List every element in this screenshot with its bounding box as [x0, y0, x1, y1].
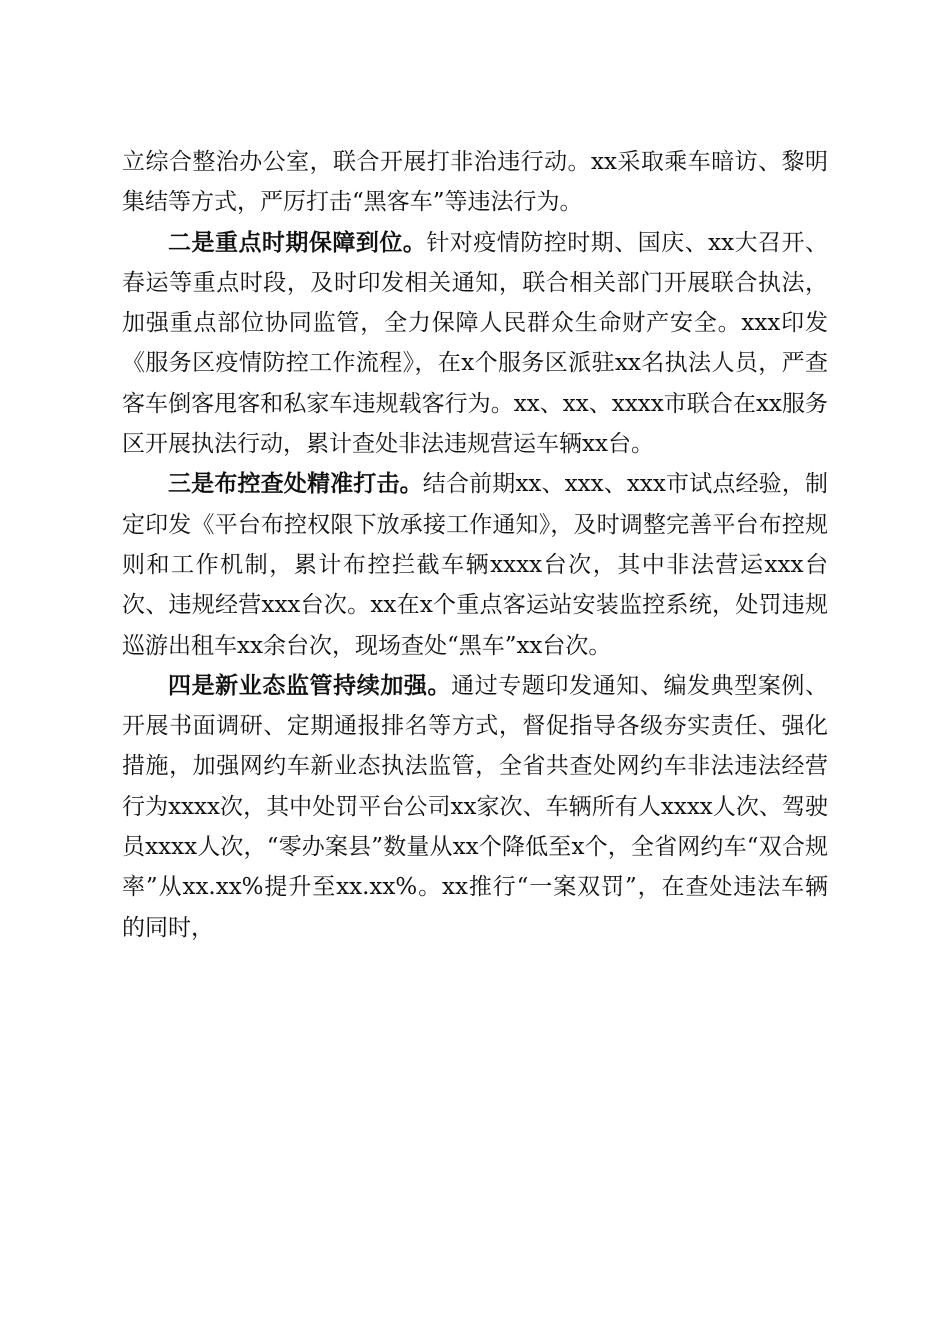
paragraph-text: 立综合整治办公室，联合开展打非治违行动。xx采取乘车暗访、黎明集结等方式，严厉打击“黑客车”等违法行为。: [122, 149, 828, 216]
paragraph-continuation: [122, 142, 828, 223]
paragraph-text: 针对疫情防控时期、国庆、xx大召开、春运等重点时段，及时印发相关通知，联合相关部门开展联合执法，加强重点部位协同监管，全力保障人民群众生命财产安全。xxx印发《服务区疫情防控工作流程》，在x个服务区派驻xx名执法人员，严查客车倒客甩客和私家车违规载客行为。xx、xx、xxxx市联合在xx服务区开展执法行动，累计查处非法违规营运车辆xx台。: [122, 229, 829, 458]
paragraph-text: 结合前期xx、xxx、xxx市试点经验，制定印发《平台布控权限下放承接工作通知》，及时调整完善平台布控规则和工作机制，累计布控拦截车辆xxxx台次，其中非法营运xxx台次、违规经营xxx台次。xx在x个重点客运站安装监控系统，处罚违规巡游出租车xx余台次，现场查处“黑车”xx台次。: [122, 471, 829, 659]
paragraph-heading: 四是新业态监管持续加强。: [168, 671, 452, 699]
paragraph-new-business-supervision: [122, 666, 828, 948]
paragraph-text: 通过专题印发通知、编发典型案例、开展书面调研、定期通报排名等方式，督促指导各级夯实责任、强化措施，加强网约车新业态执法监管，全省共查处网约车非法违法经营行为xxxx次，其中处罚平台公司xx家次、车辆所有人xxxx人次、驾驶员xxxx人次，“零办案县”数量从xx个降低至x个，全省网约车“双合规率”从xx.xx%提升至xx.xx%。xx推行“一案双罚”，在查处违法车辆的同时，: [122, 672, 829, 941]
paragraph-precise-crackdown: [122, 464, 828, 665]
document-body: [122, 142, 828, 948]
paragraph-key-period-guarantee: [122, 223, 828, 465]
paragraph-heading: 三是布控查处精准打击。: [168, 470, 423, 498]
paragraph-heading: 二是重点时期保障到位。: [168, 228, 427, 256]
